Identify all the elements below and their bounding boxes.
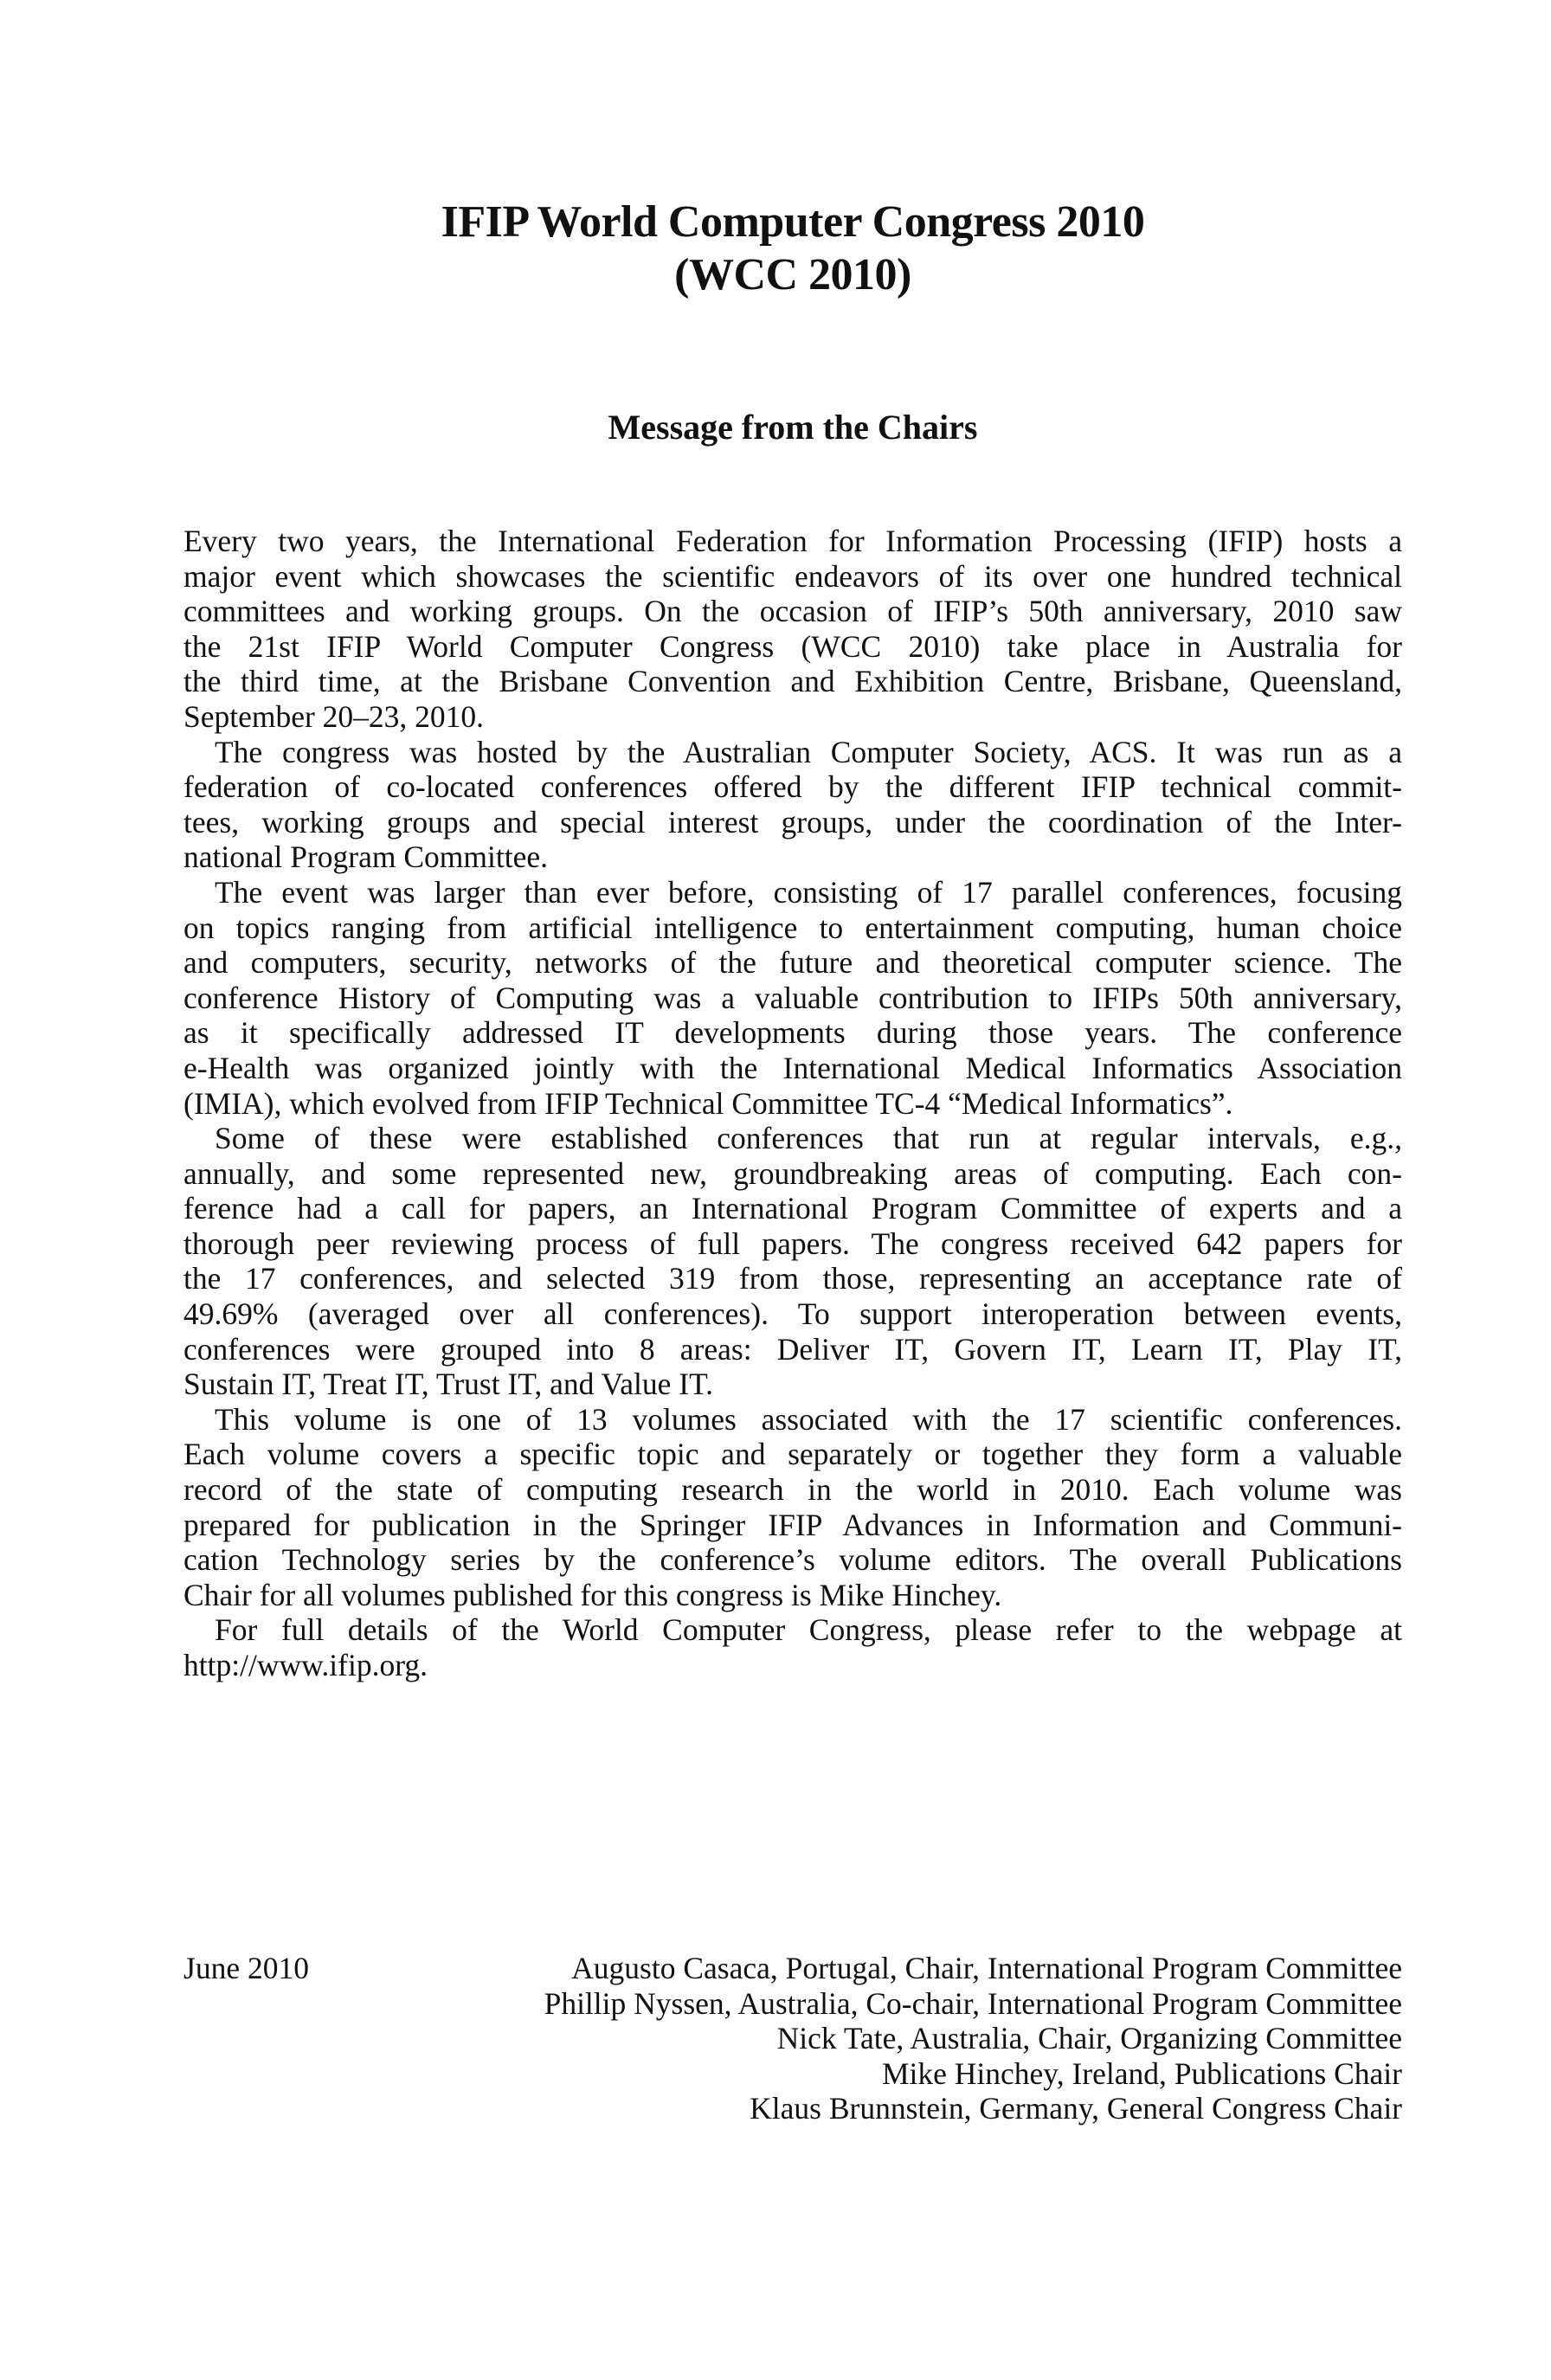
- text-line: The congress was hosted by the Australian Computer Society, ACS. It was run as a: [215, 734, 1402, 769]
- text-line: the 17 conferences, and selected 319 from those, representing an acceptance rate of: [183, 1261, 1402, 1296]
- text-line: September 20–23, 2010.: [183, 698, 485, 734]
- title-line-1: IFIP World Computer Congress 2010: [441, 197, 1145, 247]
- paragraph-6: [183, 1612, 1402, 1682]
- text-line: (IMIA), which evolved from IFIP Technical Committee TC-4 “Medical Informatics”.: [183, 1085, 1233, 1121]
- website-link[interactable]: http://www.ifip.org.: [183, 1648, 428, 1682]
- text-line: national Program Committee.: [183, 839, 548, 875]
- text-line: committees and working groups. On the occasion of IFIP’s 50th anniversary, 2010 saw: [183, 594, 1402, 629]
- text-line: the third time, at the Brisbane Convention and Exhibition Centre, Brisbane, Queensland,: [183, 664, 1402, 699]
- signatory: Nick Tate, Australia, Chair, Organizing Committee: [776, 2021, 1402, 2056]
- paragraph-3: [183, 875, 1402, 1121]
- text-line: 49.69% (averaged over all conferences). To support interoperation between events,: [183, 1296, 1402, 1332]
- text-line: the 21st IFIP World Computer Congress (WCC 2010) take place in Australia for: [183, 628, 1402, 664]
- text-line: conference History of Computing was a valuable contribution to IFIPs 50th anniversary,: [183, 980, 1402, 1015]
- text-line: prepared for publication in the Springer IFIP Advances in Information and Communi-: [183, 1507, 1402, 1542]
- signatory: Phillip Nyssen, Australia, Co-chair, International Program Committee: [544, 1985, 1402, 2021]
- title-line-2: (WCC 2010): [674, 250, 911, 299]
- message-body: [183, 524, 1402, 1683]
- text-line: ference had a call for papers, an International Program Committee of experts and a: [183, 1191, 1402, 1226]
- text-line: This volume is one of 13 volumes associated with the 17 scientific conferences.: [215, 1401, 1402, 1437]
- text-line: Every two years, the International Federation for Information Processing (IFIP) hosts a: [183, 524, 1402, 558]
- text-line: record of the state of computing research in the world in 2010. Each volume was: [183, 1472, 1402, 1508]
- text-line: conferences were grouped into 8 areas: Deliver IT, Govern IT, Learn IT, Play IT,: [183, 1331, 1402, 1367]
- text-line: The event was larger than ever before, consisting of 17 parallel conferences, focusing: [215, 874, 1402, 910]
- text-line: on topics ranging from artificial intelligence to entertainment computing, human choice: [183, 910, 1402, 945]
- paragraph-1: [183, 524, 1402, 735]
- text-line: Chair for all volumes published for this congress is Mike Hinchey.: [183, 1577, 1002, 1612]
- section-heading: Message from the Chairs: [608, 408, 978, 447]
- text-line: Each volume covers a specific topic and separately or together they form a valuable: [183, 1437, 1402, 1472]
- signature-date: June 2010: [183, 1951, 309, 1985]
- text-line: Some of these were established conferences that run at regular intervals, e.g.,: [215, 1121, 1402, 1156]
- text-line: federation of co-located conferences offered by the different IFIP technical commit-: [183, 769, 1402, 805]
- text-line: tees, working groups and special interest groups, under the coordination of the Inter-: [183, 804, 1402, 839]
- text-line: and computers, security, networks of the future and theoretical computer science. The: [183, 945, 1402, 981]
- signatory: Klaus Brunnstein, Germany, General Congress Chair: [750, 2091, 1402, 2126]
- text-line: cation Technology series by the conference’s volume editors. The overall Publications: [183, 1542, 1402, 1578]
- signatories-list: [544, 1951, 1402, 2126]
- text-line: thorough peer reviewing process of full papers. The congress received 642 papers for: [183, 1225, 1402, 1261]
- paragraph-2: [183, 735, 1402, 875]
- paragraph-4: [183, 1121, 1402, 1402]
- signatory: Mike Hinchey, Ireland, Publications Chair: [881, 2055, 1402, 2091]
- paragraph-5: [183, 1402, 1402, 1613]
- text-line: as it specifically addressed IT developments during those years. The conference: [183, 1015, 1402, 1051]
- text-line: For full details of the World Computer Congress, please refer to the webpage at: [215, 1612, 1402, 1648]
- signatory: Augusto Casaca, Portugal, Chair, International Program Committee: [571, 1951, 1402, 1985]
- text-line: e-Health was organized jointly with the International Medical Informatics Association: [183, 1050, 1402, 1085]
- text-line: Sustain IT, Treat IT, Trust IT, and Value IT.: [183, 1367, 714, 1402]
- document-title: [183, 196, 1402, 301]
- text-line: annually, and some represented new, groundbreaking areas of computing. Each con-: [183, 1155, 1402, 1191]
- text-line: major event which showcases the scientific endeavors of its over one hundred technical: [183, 558, 1402, 594]
